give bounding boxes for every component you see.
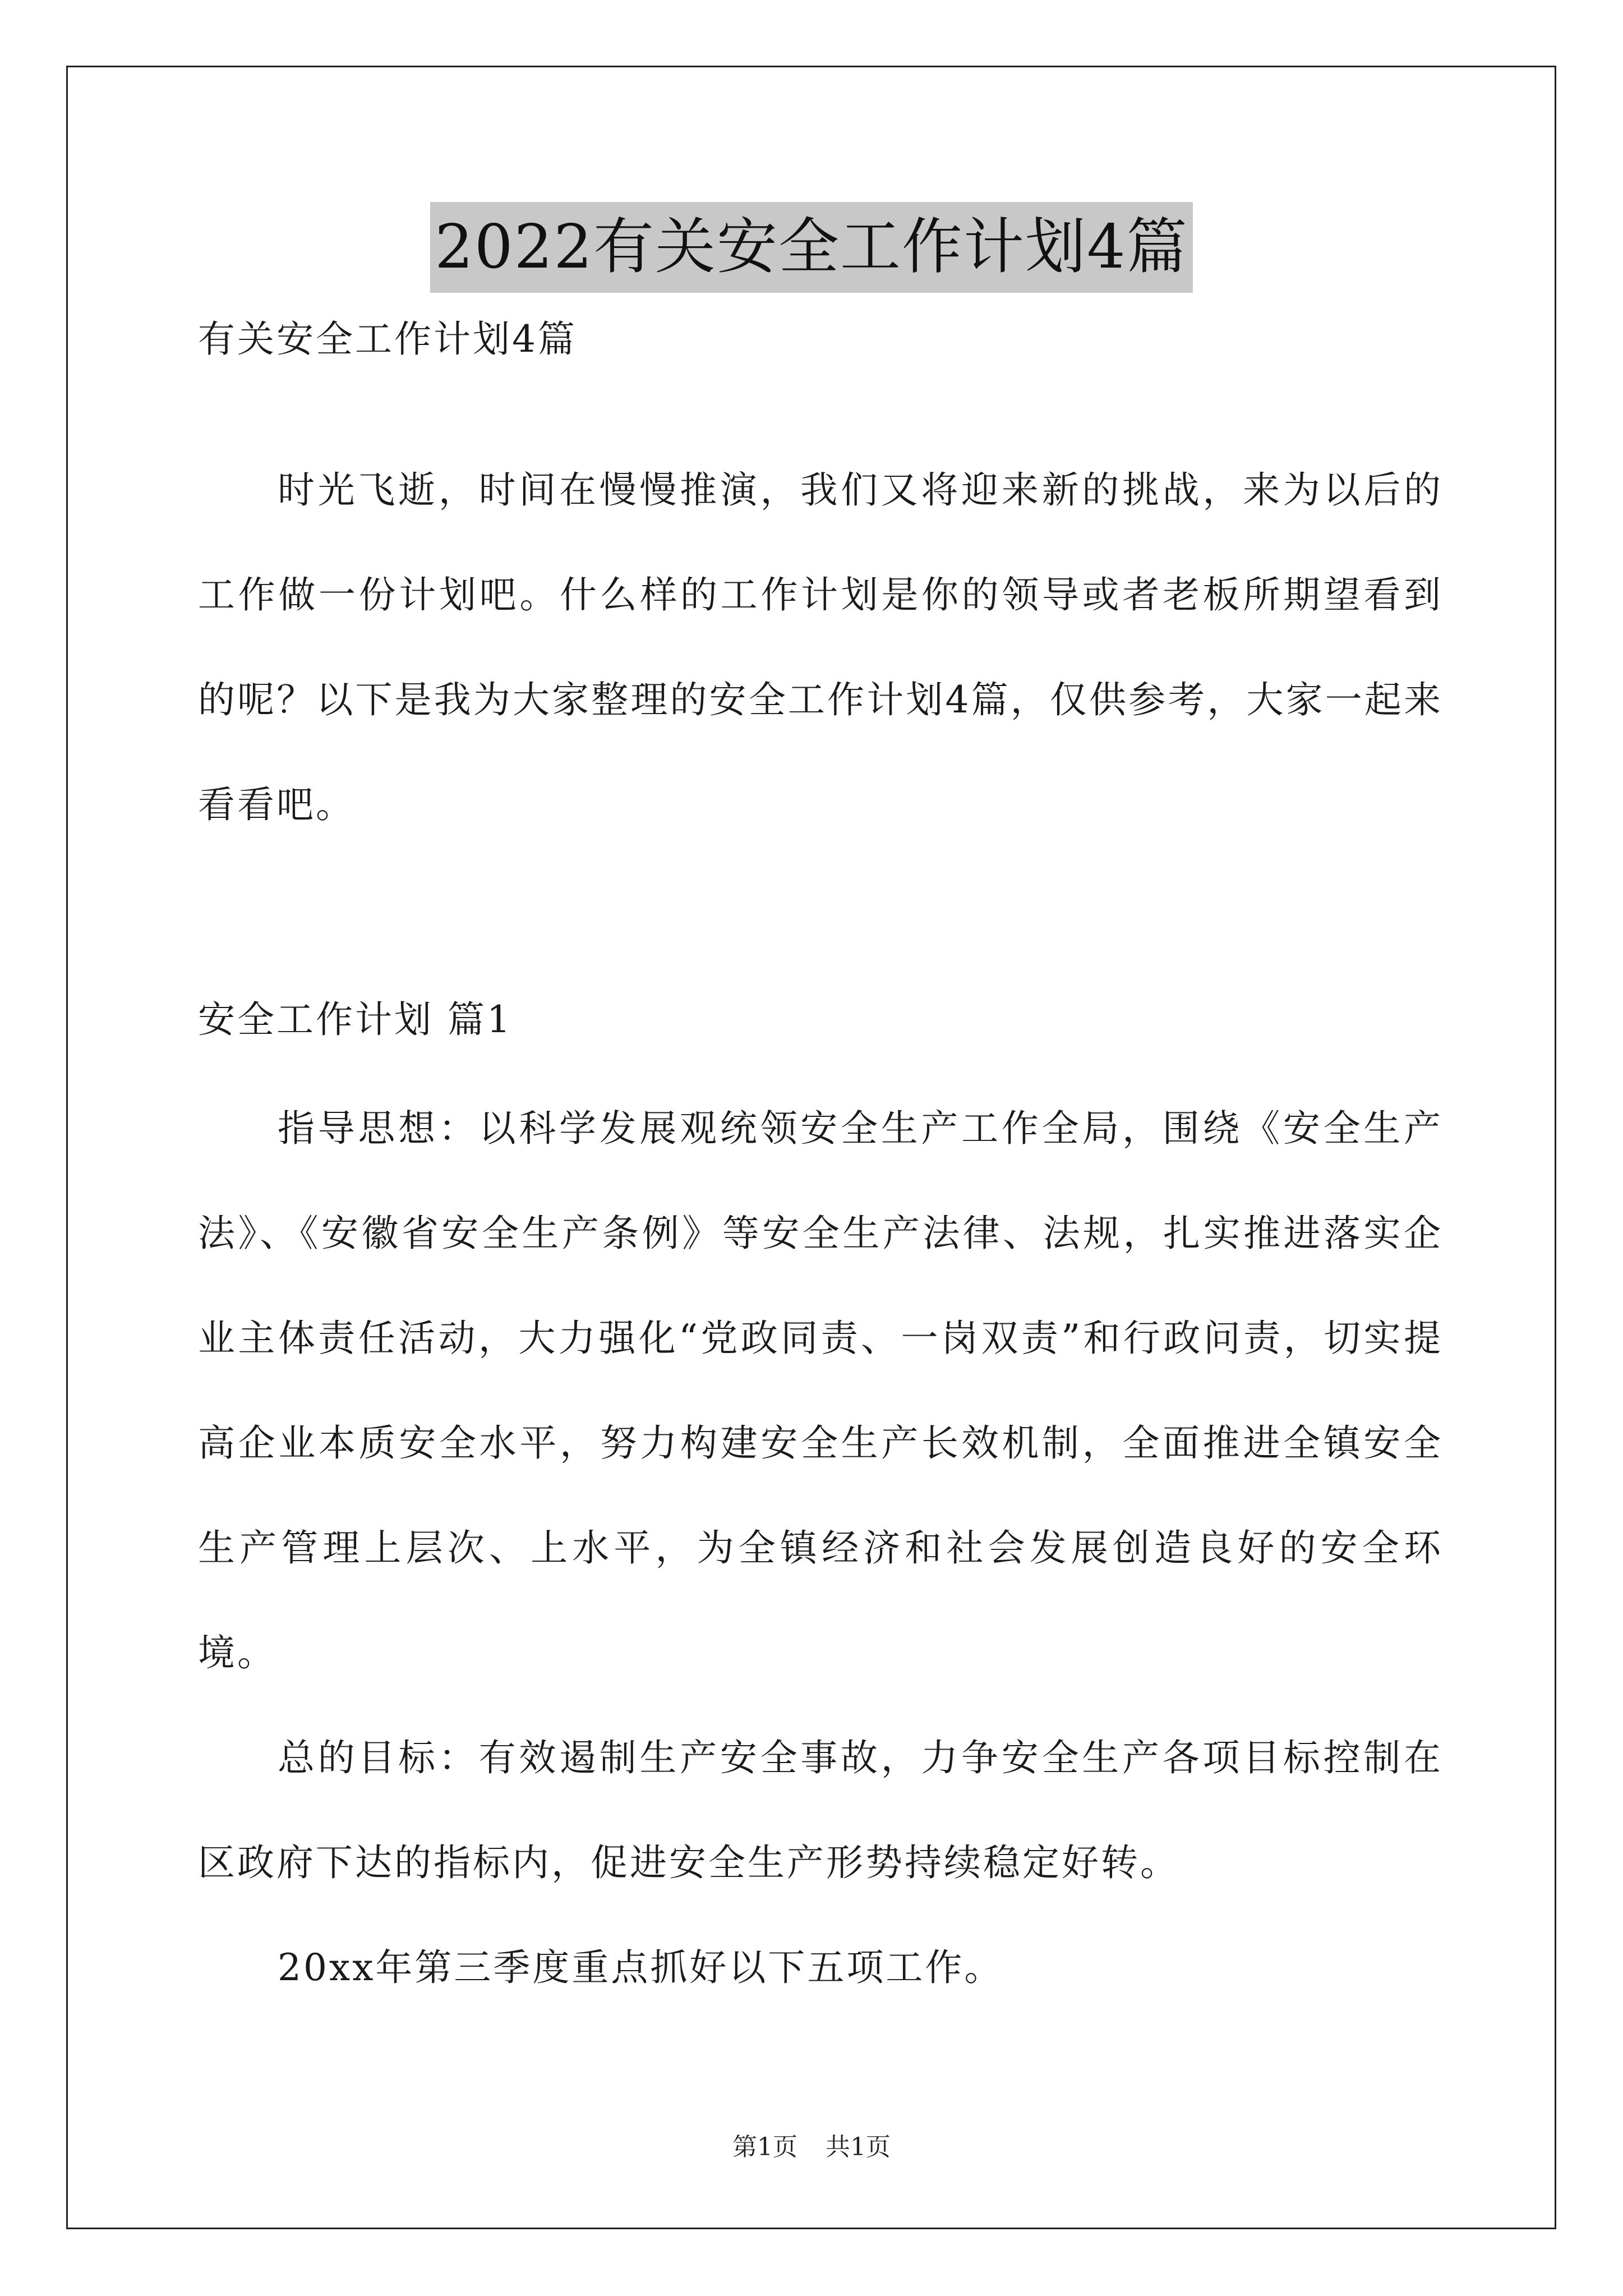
document-title: 2022有关安全工作计划4篇 — [430, 202, 1193, 293]
intro-paragraph: 时光飞逝，时间在慢慢推演，我们又将迎来新的挑战，来为以后的工作做一份计划吧。什么样的工作计划是你的领导或者老板所期望看到的呢？以下是我为大家整理的安全工作计划4篇，仅供参考，大家一起来看看吧。 — [198, 468, 1443, 826]
document-subtitle: 有关安全工作计划4篇 — [198, 318, 577, 361]
page-footer — [0, 2131, 1623, 2164]
paragraph-guiding-ideology: 指导思想：以科学发展观统领安全生产工作全局，围绕《安全生产法》、《安徽省安全生产条例》等安全生产法律、法规，扎实推进落实企业主体责任活动，大力强化“党政同责、一岗双责”和行政问责，切实提高企业本质安全水平，努力构建安全生产长效机制，全面推进全镇安全生产管理上层次、上水平，为全镇经济和社会发展创造良好的安全环境。 — [198, 1107, 1443, 1674]
page-total: 共1页 — [826, 2133, 891, 2161]
section-heading-1: 安全工作计划 篇1 — [198, 998, 513, 1041]
paragraph-overall-goal: 总的目标：有效遏制生产安全事故，力争安全生产各项目标控制在区政府下达的指标内，促进安全生产形势持续稳定好转。 — [198, 1736, 1443, 1884]
title-block — [0, 202, 1623, 293]
paragraph-q3-work: 20xx年第三季度重点抓好以下五项工作。 — [278, 1946, 1004, 1989]
page-number: 第1页 — [732, 2133, 797, 2161]
